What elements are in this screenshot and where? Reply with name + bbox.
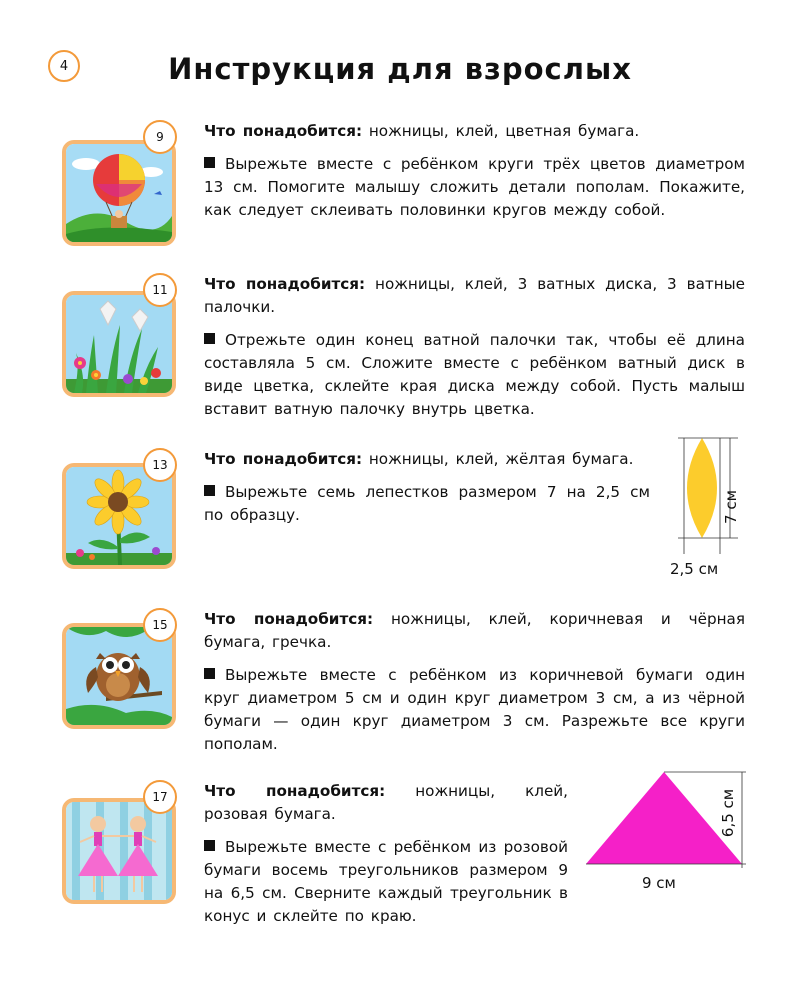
triangle-height-label: 6,5 см [719,788,738,838]
petal-width-label: 2,5 см [670,560,719,578]
petal-height-label: 7 см [721,490,740,524]
instruction-body: Вырежьте вместе с ребёнком из коричневой бумаги один круг диаметром 5 см и один круг диаметром 3 см, а из чёрной бумаги — один круг диаметром 3 см. Разрежьте все круги пополам. [204,666,745,753]
triangle-width-label: 9 см [642,874,676,892]
materials-label: Что понадобится: [204,122,363,140]
cotton-flowers-picture [66,295,172,393]
materials-line [204,273,745,319]
instruction-text [204,120,745,232]
materials-label: Что понадобится: [204,782,386,800]
instruction-paragraph [204,329,745,421]
materials-label: Что понадобится: [204,275,366,293]
instruction-text [204,273,745,431]
page-title: Инструкция для взрослых [168,52,632,86]
materials-list: ножницы, клей, жёлтая бумага. [368,450,634,468]
instruction-text [204,608,745,766]
instruction-number-badge: 11 [143,273,177,307]
instruction-number-badge: 9 [143,120,177,154]
instruction-number-badge: 15 [143,608,177,642]
instruction-paragraph [204,836,568,928]
instruction-body: Вырежьте семь лепестков размером 7 на 2,5 см по образцу. [204,483,650,524]
instruction-paragraph [204,664,745,756]
square-bullet-icon [204,840,215,851]
instruction-text [204,448,650,537]
ballerinas-picture [66,802,172,900]
square-bullet-icon [204,157,215,168]
instruction-body: Вырежьте вместе с ребёнком из розовой бумаги восемь треугольников размером 9 на 6,5 см. Сверните каждый треугольник в конус и склейте по краю. [204,838,568,925]
square-bullet-icon [204,485,215,496]
instruction-number-badge: 17 [143,780,177,814]
materials-list: ножницы, клей, коричневая и чёрная бумага, гречка. [204,610,745,651]
materials-line [204,608,745,654]
balloon-thumbnail [62,140,176,246]
instruction-number-badge: 13 [143,448,177,482]
instruction-body: Отрежьте один конец ватной палочки так, чтобы её длина составляла 5 см. Сложите вместе с ребёнком ватный диск в виде цветка, склейте края диска между собой. Пусть малыш вставит ватную палочку внутрь цветка. [204,331,745,418]
materials-line [204,448,650,471]
materials-line [204,120,745,143]
balloon-picture [66,144,172,242]
square-bullet-icon [204,668,215,679]
materials-list: ножницы, клей, 3 ватных диска, 3 ватные палочки. [204,275,745,316]
materials-label: Что понадобится: [204,610,374,628]
materials-line [204,780,568,826]
instruction-paragraph [204,153,745,222]
instruction-body: Вырежьте вместе с ребёнком круги трёх цветов диаметром 13 см. Помогите малышу сложить детали пополам. Покажите, как следует склеивать половинки кругов между собой. [204,155,745,219]
instruction-paragraph [204,481,650,527]
materials-list: ножницы, клей, розовая бумага. [204,782,568,823]
materials-label: Что понадобится: [204,450,363,468]
materials-list: ножницы, клей, цветная бумага. [368,122,640,140]
instruction-text [204,780,568,938]
square-bullet-icon [204,333,215,344]
page-number: 4 [48,50,80,82]
